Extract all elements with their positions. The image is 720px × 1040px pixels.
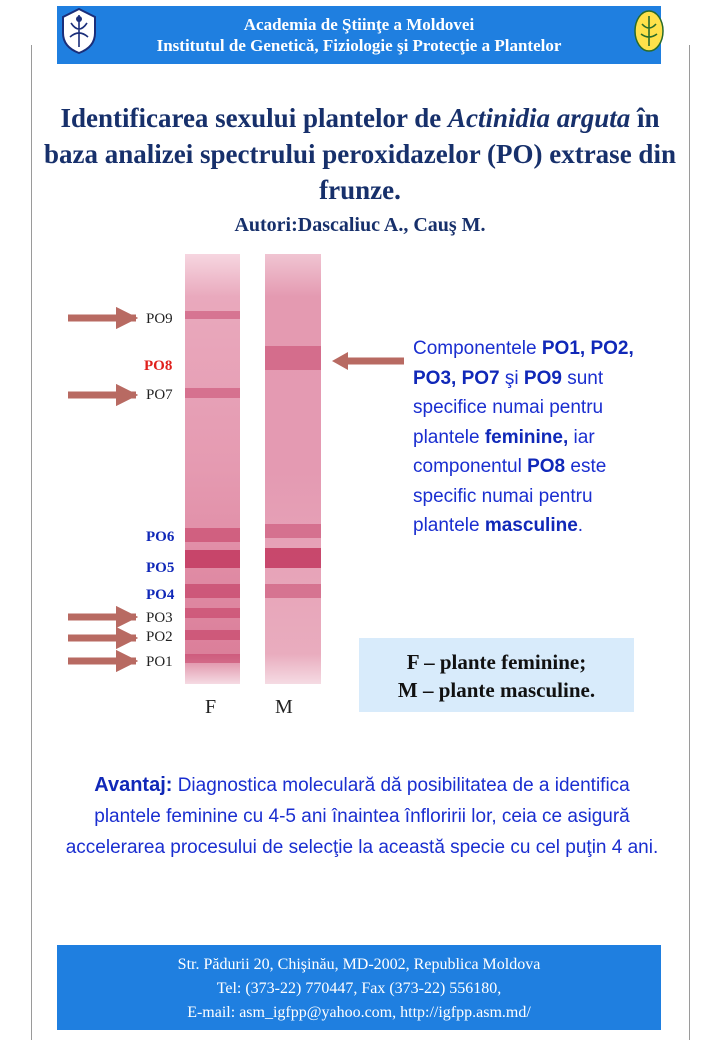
advantage-label: Avantaj: xyxy=(94,774,173,796)
lane-m xyxy=(265,254,321,684)
description: Componentele PO1, PO2, PO3, PO7 şi PO9 sunt specifice numai pentru plantele feminine, iar componentul PO8 este specific numai pentru plantele masculine. xyxy=(413,338,634,536)
lane-label-f: F xyxy=(205,696,217,718)
arrow-po8-icon xyxy=(330,350,406,372)
label-po7: PO7 xyxy=(146,387,173,403)
right-border-line xyxy=(689,45,690,1040)
label-po1: PO1 xyxy=(146,654,173,670)
academy-emblem-icon xyxy=(60,7,98,55)
legend-female: F – plante feminine; xyxy=(406,650,587,674)
species-name: Actinidia arguta xyxy=(447,103,631,133)
label-po2: PO2 xyxy=(146,629,173,645)
footer-banner xyxy=(57,945,661,1030)
footer-address: Str. Pădurii 20, Chişinău, MD-2002, Republica Moldova xyxy=(177,956,541,973)
legend-male: M – plante masculine. xyxy=(397,678,596,702)
academy-name: Academia de Ştiinţe a Moldovei xyxy=(243,15,475,34)
legend-box xyxy=(359,638,634,712)
page-title: Identificarea sexului plantelor de Actinidia arguta în baza analizei spectrului peroxidazelor (PO) extrase din frunze. xyxy=(44,103,676,205)
lane-label-m: M xyxy=(275,696,293,718)
label-po4: PO4 xyxy=(146,587,175,603)
header-banner xyxy=(57,6,661,64)
advantage-paragraph xyxy=(62,770,662,863)
label-po9: PO9 xyxy=(146,311,173,327)
peroxidase-gel-figure xyxy=(50,248,350,728)
label-po8: PO8 xyxy=(144,358,173,374)
institute-logo-icon xyxy=(634,10,664,52)
footer-contact: E-mail: asm_igfpp@yahoo.com, http://igfpp.asm.md/ xyxy=(187,1004,531,1021)
left-border-line xyxy=(31,45,32,1040)
label-po6: PO6 xyxy=(146,529,175,545)
institute-name: Institutul de Genetică, Fiziologie şi Protecţie a Plantelor xyxy=(156,36,562,55)
label-po3: PO3 xyxy=(146,610,173,626)
advantage-text: Diagnostica moleculară dă posibilitatea de a identifica plantele feminine cu 4-5 ani înaintea înfloririi lor, ceia ce asigură accelerarea procesului de selecţie la această specie cu cel puţin 4 ani. xyxy=(65,775,659,858)
label-po5: PO5 xyxy=(146,560,175,576)
authors: Autori:Dascaliuc A., Cauş M. xyxy=(234,214,486,236)
footer-phone: Tel: (373-22) 770447, Fax (373-22) 556180, xyxy=(216,980,502,997)
